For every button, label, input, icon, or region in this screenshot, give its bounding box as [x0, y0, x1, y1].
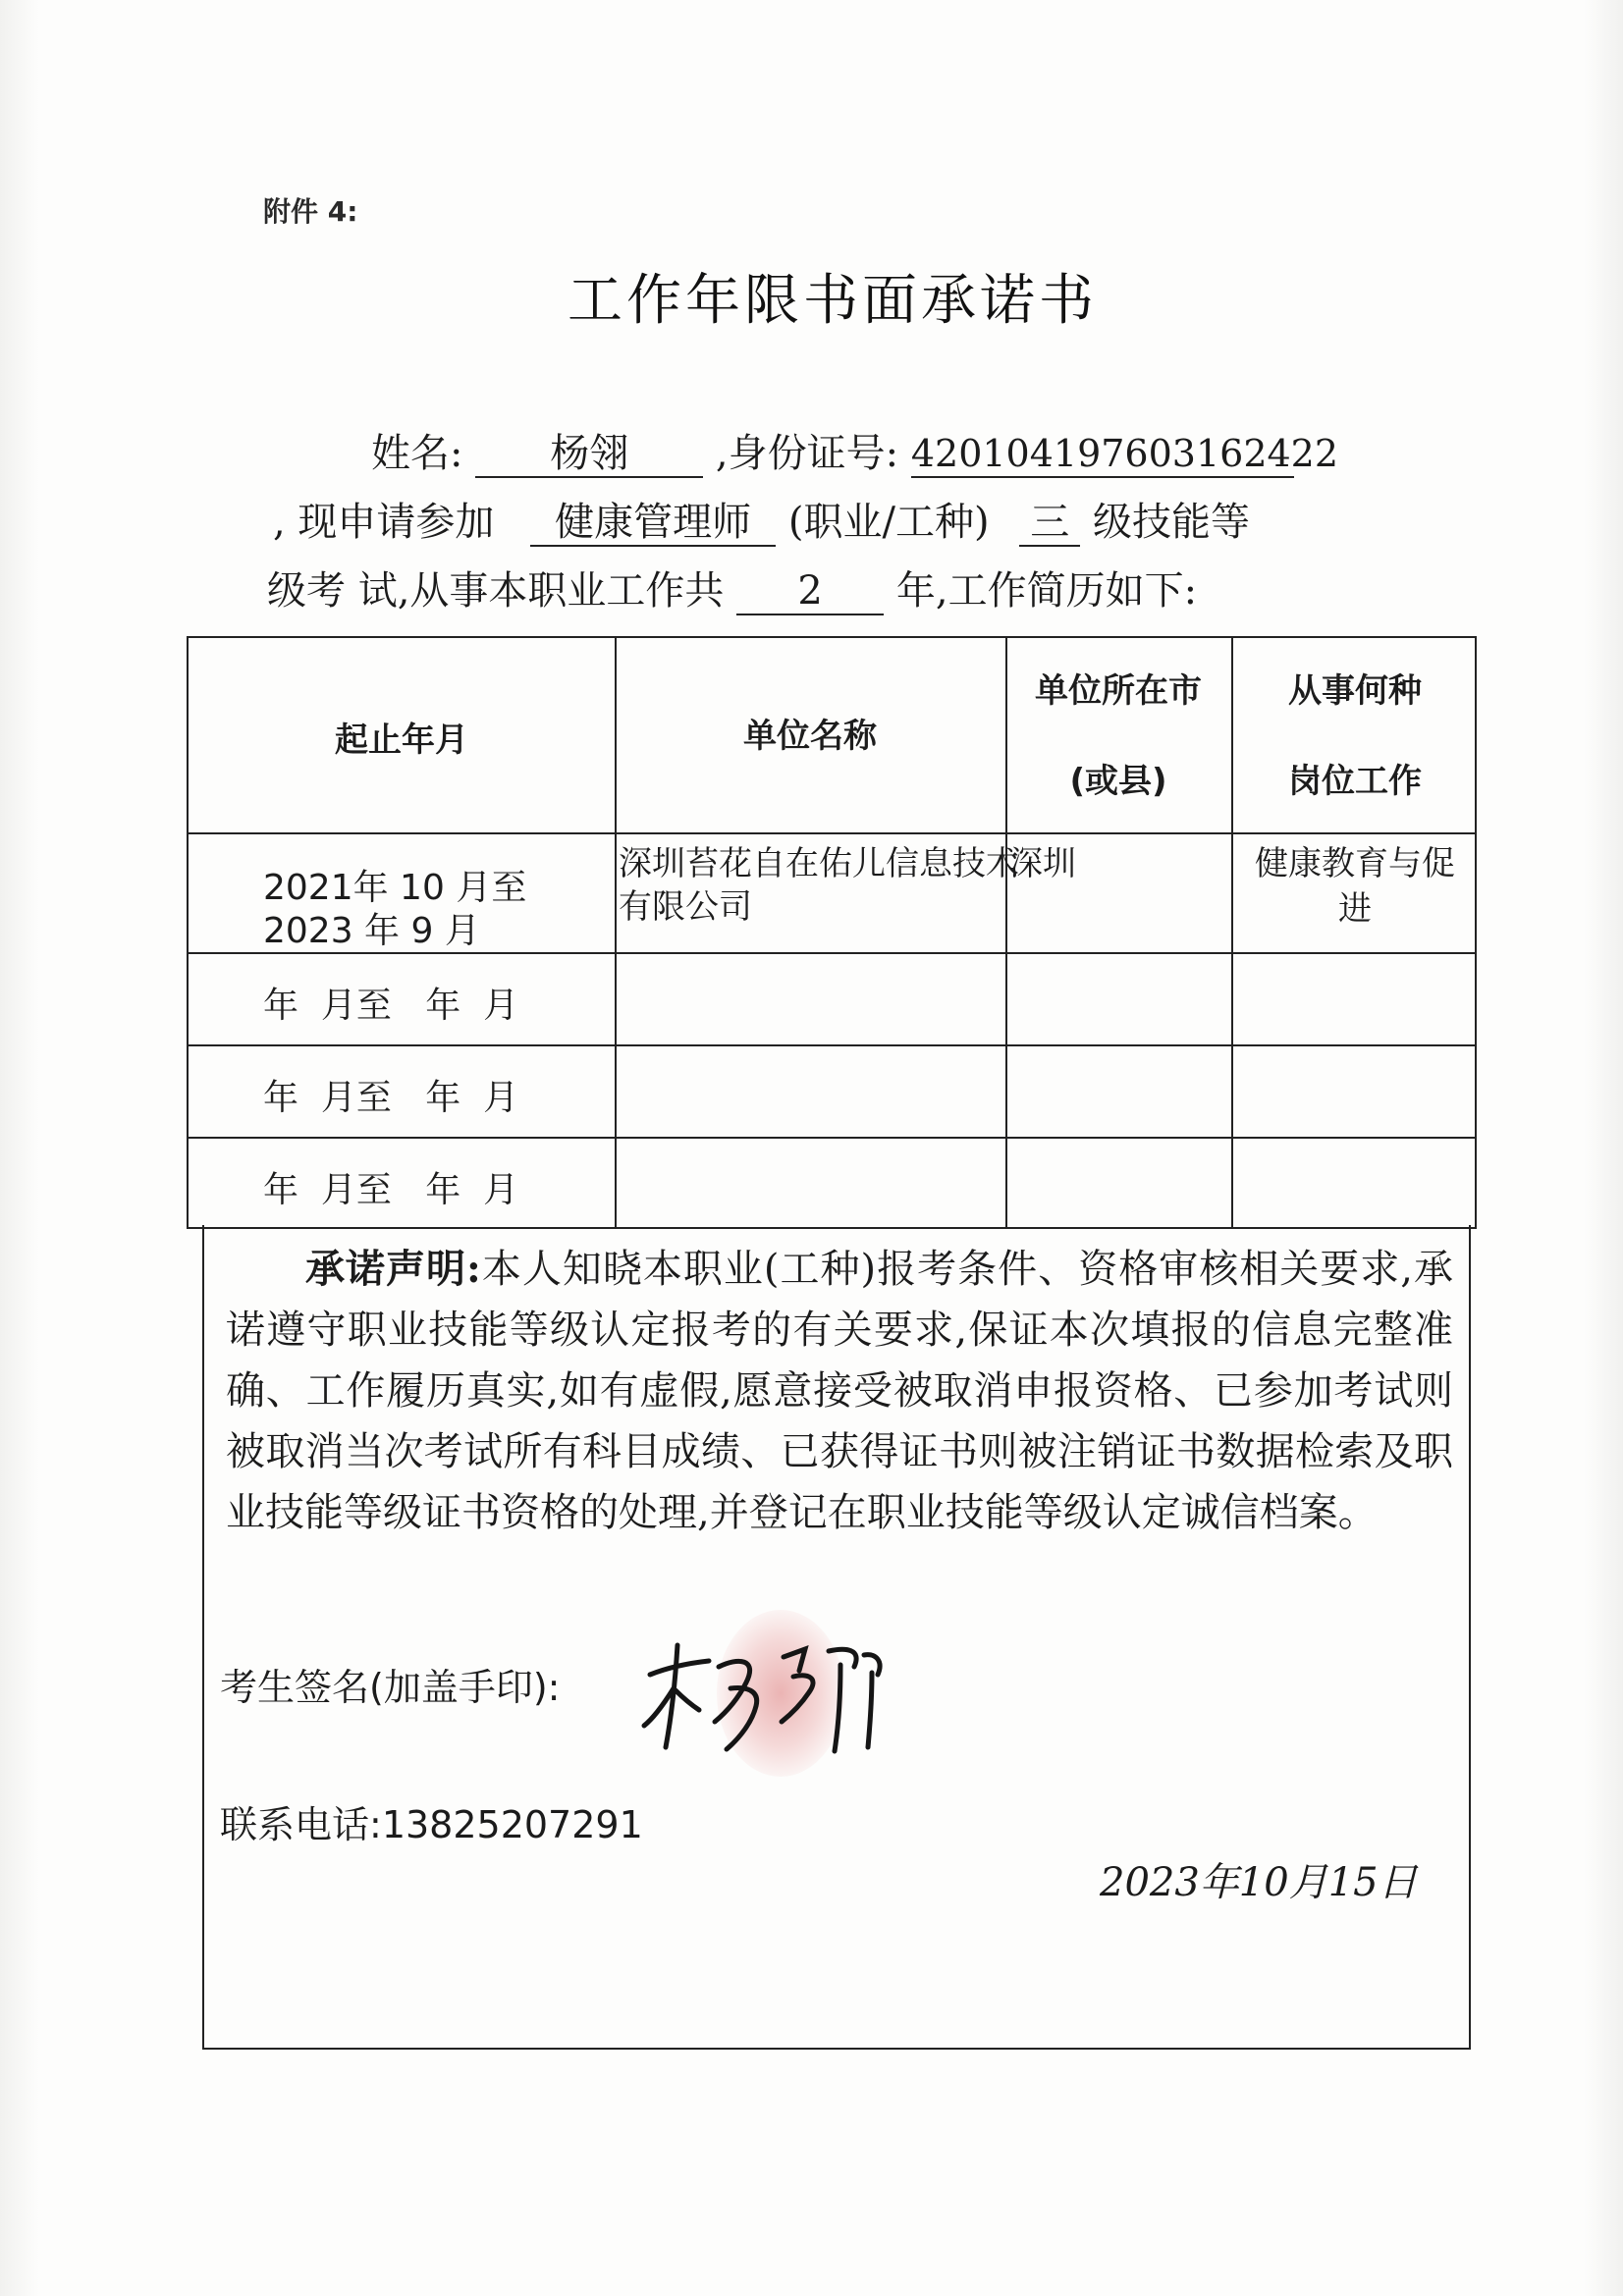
- commitment-statement-box: [202, 1225, 1471, 2050]
- name-value: 杨翎: [475, 431, 703, 478]
- handwritten-signature: [636, 1628, 892, 1765]
- table-divider: [189, 1044, 1475, 1046]
- apply-prefix: , 现申请参加: [273, 500, 495, 545]
- header-city-line-1: 单位所在市: [1035, 671, 1202, 711]
- row-1-position-line-2: 进: [1338, 889, 1372, 929]
- row-4-period: 年 月至 年 月: [263, 1170, 519, 1210]
- header-position-line-2: 岗位工作: [1288, 762, 1422, 801]
- signature-label: 考生签名(加盖手印):: [220, 1666, 561, 1709]
- contact-phone: [220, 1794, 643, 1848]
- work-history-table: [187, 636, 1477, 1229]
- row-1-period-line-1: 2021年 10 月至: [263, 868, 527, 908]
- table-divider: [189, 1137, 1475, 1139]
- phone-value: 13825207291: [381, 1803, 643, 1846]
- header-position-line-1: 从事何种: [1288, 671, 1422, 711]
- statement-label: 承诺声明:: [304, 1246, 481, 1292]
- name-label: 姓名:: [371, 431, 463, 476]
- header-line-3: [267, 560, 1197, 615]
- table-divider: [1005, 638, 1007, 1227]
- years-value: 2: [736, 568, 884, 615]
- signed-date: 2023年10月15日: [1100, 1860, 1418, 1905]
- level-suffix: 级技能等: [1093, 500, 1250, 545]
- occupation-value: 健康管理师: [530, 500, 776, 547]
- table-divider: [1231, 638, 1233, 1227]
- experience-suffix: 年,工作简历如下:: [895, 568, 1198, 614]
- row-1-period-line-2: 2023 年 9 月: [263, 911, 480, 951]
- table-divider: [189, 832, 1475, 834]
- statement-body: 本人知晓本职业(工种)报考条件、资格审核相关要求,承诺遵守职业技能等级认定报考的有关要求,保证本次填报的信息完整准确、工作履历真实,如有虚假,愿意接受被取消申报资格、已参加考试则被取消当次考试所有科目成绩、已获得证书则被注销证书数据检索及职业技能等级证书资格的处理,并登记在职业技能等级认定诚信档案。: [226, 1247, 1454, 1535]
- id-label: ,身份证号:: [715, 431, 899, 476]
- header-city-line-2: (或县): [1069, 762, 1167, 801]
- row-1-unit-line-1: 深圳苔花自在佑儿信息技术: [619, 844, 1019, 883]
- occupation-suffix: (职业/工种): [787, 500, 990, 545]
- header-unit-name: 单位名称: [743, 717, 877, 756]
- row-1-position-line-1: 健康教育与促: [1255, 844, 1455, 883]
- experience-prefix: 级考 试,从事本职业工作共: [267, 568, 725, 614]
- header-line-2: [273, 491, 1250, 547]
- row-1-city: 深圳: [1009, 844, 1076, 883]
- row-1-unit-line-2: 有限公司: [619, 887, 752, 927]
- phone-label: 联系电话:: [220, 1803, 382, 1846]
- row-2-period: 年 月至 年 月: [263, 986, 519, 1026]
- header-period: 起止年月: [335, 721, 468, 760]
- id-number-value: 420104197603162422: [911, 433, 1294, 478]
- document-title: 工作年限书面承诺书: [568, 269, 1098, 333]
- level-value: 三: [1019, 500, 1080, 547]
- commitment-statement: [226, 1239, 1453, 1543]
- header-line-1: [371, 422, 1339, 478]
- row-3-period: 年 月至 年 月: [263, 1078, 519, 1118]
- attachment-label: 附件 4:: [263, 195, 358, 228]
